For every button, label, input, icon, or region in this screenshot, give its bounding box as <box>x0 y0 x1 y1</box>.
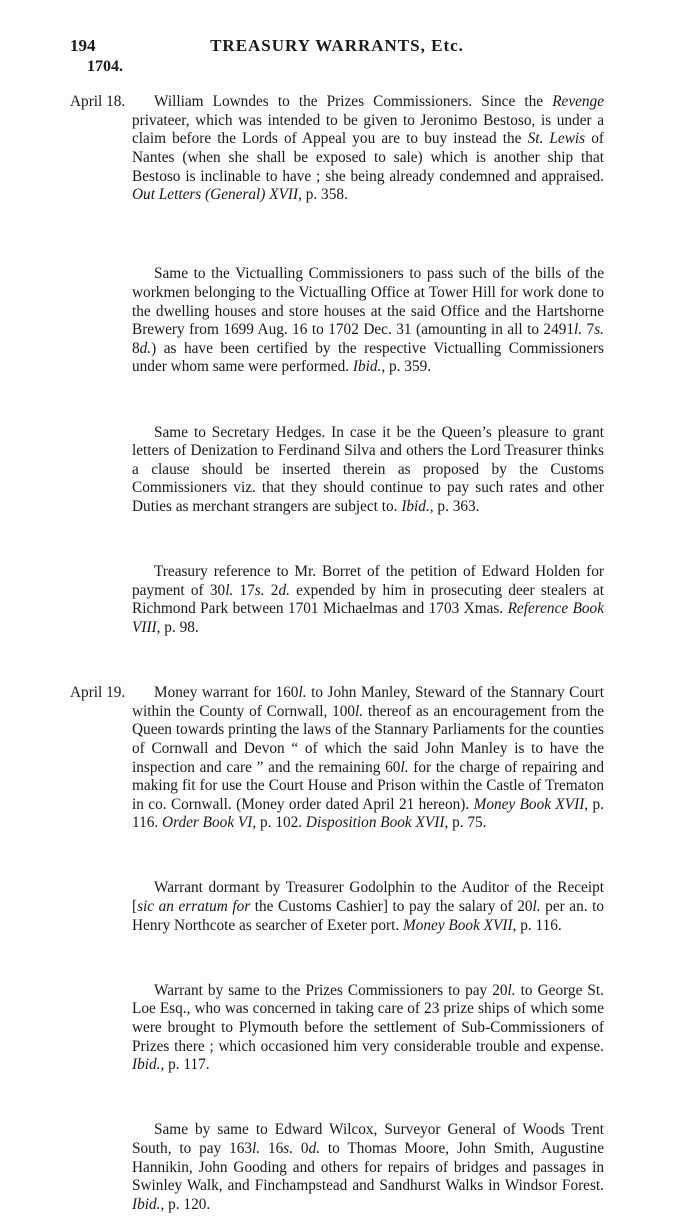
text-run: 2 <box>264 581 279 599</box>
text-run: l. <box>574 321 583 339</box>
paragraph <box>132 684 604 833</box>
date-label: April 19. <box>70 684 126 702</box>
text-run: d. <box>139 339 152 357</box>
text-run: thereof as an encouragement from the Queen towards printing the laws of the Stannary Parliaments for the counties of Cornwall and Devon “ of which the said John Manley is to have the inspection and care ” and the remaining 60 <box>132 702 604 776</box>
text-run: for the charge of repairing and making fit for use the Court House and Prison within the Castle of Trematon in co. Cornwall. (Money order dated April 21 hereon). <box>132 758 604 813</box>
text-run: expended by him in prosecuting deer stealers at Richmond Park between 1701 Michaelmas and 1703 Xmas. <box>132 581 604 618</box>
text-run: Warrant dormant by Treasurer Godolphin to the Auditor of the Receipt [ <box>132 879 604 916</box>
text-run: 8 <box>132 339 140 357</box>
text-run: 7 <box>582 321 595 339</box>
text-run: of Nantes (when she shall be exposed to sale) which is another ship that Bestoso is inclinable to have ; she being already condemned and appraised. <box>132 130 604 185</box>
page-header <box>70 36 604 60</box>
text-run: Same by same to Edward Wilcox, Surveyor General of Woods Trent South, to pay 163 <box>132 1121 604 1158</box>
text-run: 16 <box>260 1140 284 1158</box>
text-run: privateer, which was intended to be given to Jeronimo Bestoso, is under a claim before the Lords of Appeal you are to buy instead the <box>132 111 604 148</box>
text-run: William Lowndes to the Prizes Commissioners. Since the <box>154 93 553 111</box>
text-run: , p. 117. <box>160 1056 210 1074</box>
text-run: , p. 102. <box>252 814 306 832</box>
entry-1 <box>70 93 604 205</box>
text-run: the Customs Cashier] to pay the salary of 20 <box>250 898 533 916</box>
date-label: April 18. <box>70 93 126 111</box>
paragraph <box>132 265 604 377</box>
text-run: per an. to Henry Northcote as searcher of Exeter port. <box>132 898 604 934</box>
paragraph <box>132 1121 604 1214</box>
text-run: Order Book VI <box>162 814 253 832</box>
text-run: s. <box>594 321 604 339</box>
entry-6 <box>70 879 604 935</box>
running-title: TREASURY WARRANTS, Etc. <box>210 36 464 55</box>
text-run: ) as have been certified by the respective Victualling Commissioners under whom same were performed. <box>132 339 604 376</box>
text-run: , p. 116. <box>132 795 604 832</box>
text-run: d. <box>308 1140 321 1158</box>
text-run: l. <box>355 702 364 720</box>
text-run: 17 <box>233 581 255 599</box>
text-run: s. <box>254 581 265 599</box>
text-run: Ibid. <box>401 497 430 515</box>
text-run: Ibid. <box>352 358 382 376</box>
entry-5 <box>70 684 604 833</box>
text-run: Reference Book VIII <box>132 600 604 636</box>
text-run: Same to Secretary Hedges. In case it be the Queen’s pleasure to grant letters of Denization to Ferdinand Silva and others the Lord Treasurer thinks a clause should be inserted therein as proposed by the Customs Commissioners viz. that they should continue to pay such rates and other Duties as merchant strangers are subject to. <box>132 423 604 515</box>
text-run: , p. 363. <box>429 497 480 515</box>
text-run: d. <box>278 581 290 599</box>
text-run: to Thomas Moore, John Smith, Augustine Hannikin, John Gooding and others for repairs of bridges and passages in Swinley Walk, and Finchampstead and Sandhurst Walks in Windsor Forest. <box>132 1140 604 1195</box>
entry-4 <box>70 563 604 637</box>
text-run: 0 <box>293 1140 309 1158</box>
text-run: Money warrant for 160 <box>154 684 299 702</box>
text-run: , p. 359. <box>381 358 432 376</box>
text-run: Warrant by same to the Prizes Commissioners to pay 20 <box>154 981 508 999</box>
paragraph <box>132 424 604 517</box>
text-run: sic an erratum for <box>137 898 251 916</box>
text-run: l. <box>252 1140 261 1158</box>
text-run: , p. 98. <box>156 618 199 636</box>
text-run: l. <box>400 758 409 776</box>
text-run: l. <box>507 981 516 999</box>
paragraph <box>132 93 604 205</box>
text-run: Ibid. <box>132 1056 161 1074</box>
text-run: , p. 75. <box>444 814 487 832</box>
text-run: Same to the Victualling Commissioners to pass such of the bills of the workmen belonging to the Victualling Office at Tower Hill for work done to the dwelling houses and store houses at the said Office and the Hartshorne Brewery from 1699 Aug. 16 to 1702 Dec. 31 (amounting in all to 2491 <box>132 265 604 339</box>
text-run: , p. 116. <box>512 916 562 934</box>
text-run: s. <box>283 1140 294 1158</box>
text-run: Ibid. <box>132 1195 161 1213</box>
text-run: , p. 358. <box>298 186 348 204</box>
text-run: Revenge <box>552 93 604 111</box>
entry-2 <box>70 265 604 377</box>
text-run: Out Letters (General) XVII <box>132 186 299 204</box>
year-label: 1704. <box>87 58 123 75</box>
text-run: Money Book XVII <box>473 795 585 813</box>
text-run: to George St. Loe Esq., who was concerned in taking care of 23 prize ships of which some were brought to Plymouth before the settlement of Sub-Commissioners of Prizes there ; which occasioned him very considerable trouble and expense. <box>132 981 604 1055</box>
entry-3 <box>70 424 604 517</box>
text-run: , p. 120. <box>160 1195 211 1213</box>
text-run: to John Manley, Steward of the Stannary Court within the County of Cornwall, 100 <box>132 684 604 720</box>
text-run: l. <box>298 684 307 702</box>
text-run: Disposition Book XVII <box>305 814 445 832</box>
text-run: l. <box>225 581 234 599</box>
entry-8 <box>70 1121 604 1214</box>
paragraph <box>132 879 604 935</box>
text-run: St. Lewis <box>527 130 586 148</box>
text-run: Treasury reference to Mr. Borret of the petition of Edward Holden for payment of 30 <box>132 563 604 599</box>
paragraph <box>132 982 604 1075</box>
text-run: l. <box>532 898 541 916</box>
entry-7 <box>70 982 604 1075</box>
paragraph <box>132 563 604 637</box>
document-body <box>70 78 604 1230</box>
text-run: Money Book XVII <box>402 916 513 934</box>
page-number: 194 <box>70 36 96 55</box>
